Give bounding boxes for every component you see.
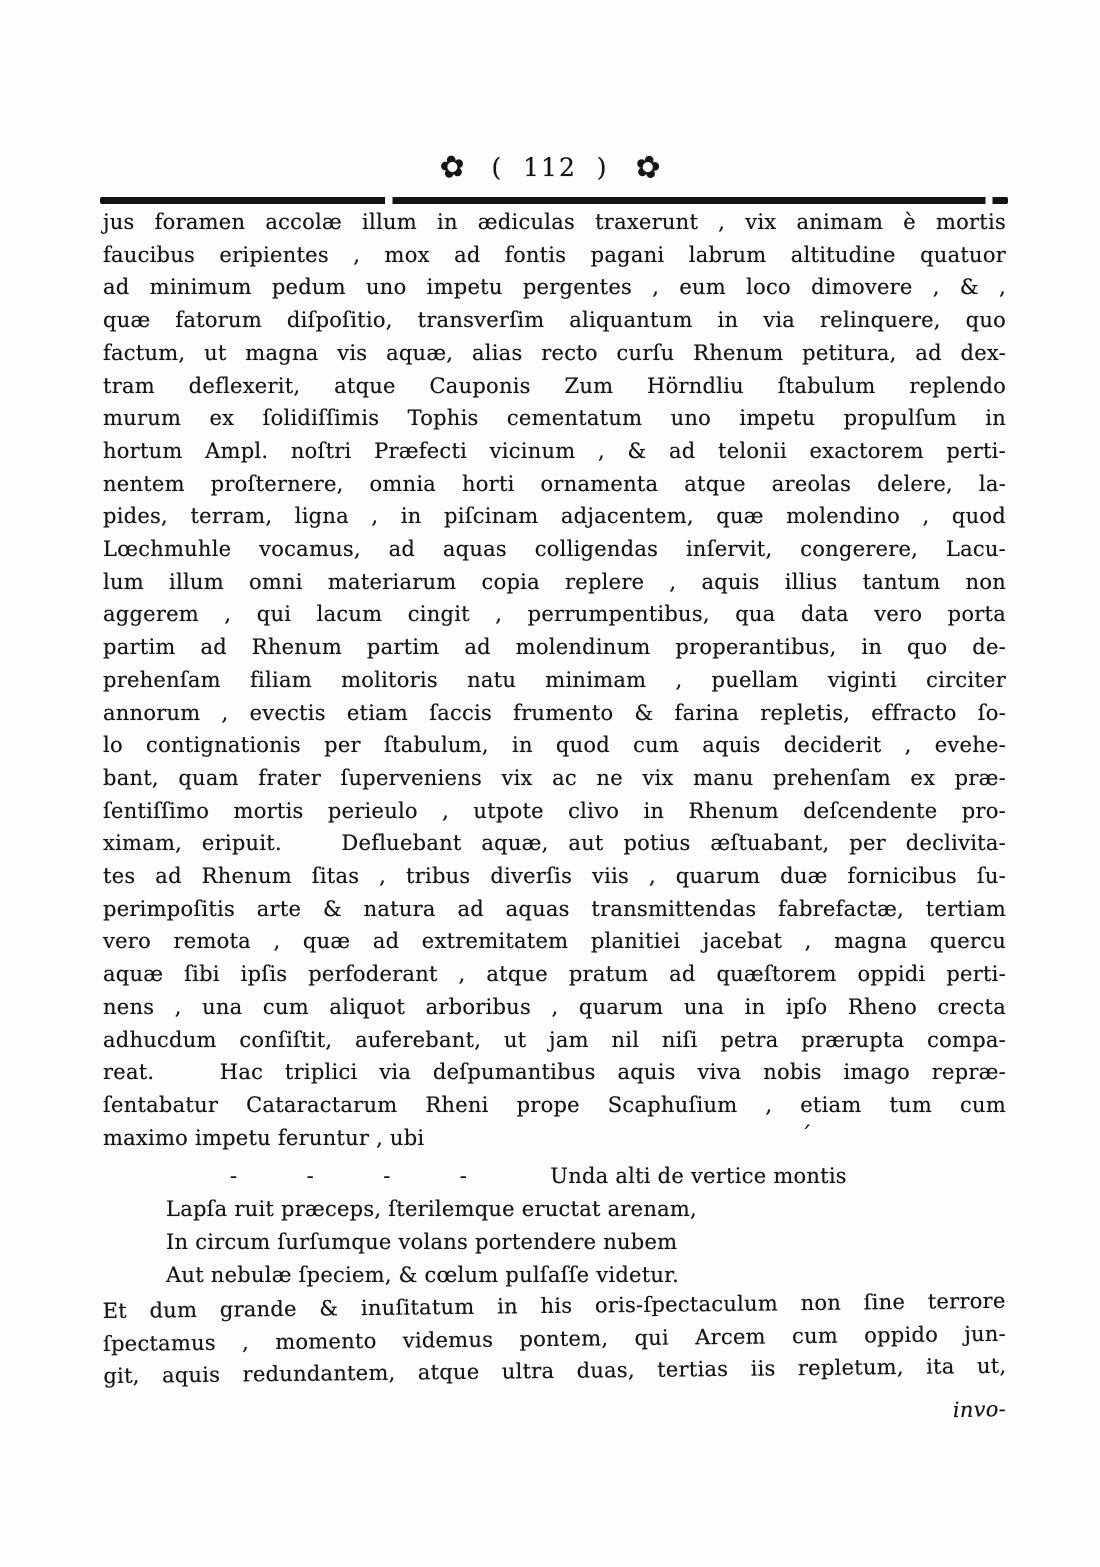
text-line: adhucdum conſiſtit, auferebant, ut jam nil niſi petra prærupta compa- — [103, 1027, 1006, 1052]
text-line: nentem proſternere, omnia horti ornamenta atque areolas delere, la- — [103, 471, 1006, 496]
text-line: jus foramen accolæ illum in ædiculas traxerunt , vix animam è mortis — [103, 210, 1006, 234]
catchword: invo- — [952, 1397, 1007, 1423]
text-line: murum ex ſolidiſſimis Tophis cementatum uno impetu propulſum in — [103, 406, 1006, 431]
text-line: ad minimum pedum uno impetu pergentes , eum loco dimovere , & , — [103, 275, 1006, 300]
text-line: aquæ ſibi ipſis perfoderant , atque pratum ad quæſtorem oppidi perti- — [103, 962, 1006, 987]
text-line: aggerem , qui lacum cingit , perrumpentibus, qua data vero porta — [103, 602, 1006, 627]
text-line: annorum , evectis etiam ſaccis frumento & farina repletis, effracto ſo- — [103, 700, 1006, 725]
header-rule-divider — [100, 197, 1008, 204]
main-paragraph — [103, 206, 1006, 1154]
text-line: lum illum omni materiarum copia replere , aquis illius tantum non — [103, 569, 1006, 594]
text-line: vero remota , quæ ad extremitatem planitiei jacebat , magna quercu — [103, 929, 1006, 954]
text-line: maximo impetu feruntur , ubi — [103, 1125, 425, 1150]
text-line: ſpectamus , momento videmus pontem, qui Arcem cum oppido jun- — [102, 1321, 1007, 1356]
text-line: pides, terram, ligna , in piſcinam adjacentem, quæ molendino , quod — [103, 504, 1006, 529]
verse-line: In circum ſurſumque volans portendere nubem — [166, 1229, 678, 1254]
text-line: Lœchmuhle vocamus, ad aquas colligendas inſervit, congerere, Lacu- — [103, 537, 1006, 562]
text-line: lo contignationis per ſtabulum, in quod cum aquis deciderit , evehe- — [103, 733, 1006, 758]
page-header — [0, 147, 1100, 187]
text-block — [103, 206, 1006, 1426]
text-line: prehenſam filiam molitoris natu minimam , puellam viginti circiter — [103, 667, 1006, 692]
text-line: partim ad Rhenum partim ad molendinum properantibus, in quo de- — [103, 635, 1006, 660]
closing-paragraph — [102, 1285, 1006, 1393]
verse-line: - - - - Unda alti de vertice montis — [230, 1164, 847, 1189]
text-line: Et dum grande & inuſitatum in his oris-ſpectaculum non ſine terrore — [102, 1288, 1006, 1324]
verse-line: Lapſa ruit præceps, ſterilemque eructat arenam, — [166, 1197, 697, 1222]
text-line: ſentiſſimo mortis perieulo , utpote clivo in Rhenum deſcendente pro- — [103, 798, 1006, 823]
text-line: ſentabatur Cataractarum Rheni prope Scaphuſium , etiam tum cum — [103, 1092, 1006, 1117]
text-line: tram deflexerit, atque Cauponis Zum Hörndliu ſtabulum replendo — [103, 373, 1006, 398]
text-line: factum, ut magna vis aquæ, alias recto curſu Rhenum petitura, ad dex- — [103, 340, 1006, 365]
text-line: bant, quam frater ſuperveniens vix ac ne vix manu prehenſam ex præ- — [103, 765, 1006, 790]
text-line: hortum Ampl. noſtri Præfecti vicinum , & ad telonii exactorem perti- — [103, 438, 1006, 463]
fleuron-ornament-icon: ✿ — [631, 147, 664, 187]
text-line: quæ fatorum diſpoſitio, transverſim aliquantum in via relinquere, quo — [103, 308, 1006, 333]
text-line: reat. Hac triplici via deſpumantibus aquis viva nobis imago repræ- — [103, 1060, 1006, 1085]
text-line: git, aquis redundantem, atque ultra duas, tertias iis repletum, ita ut, — [103, 1354, 1007, 1389]
verse-quotation — [103, 1160, 1006, 1291]
text-line: nens , una cum aliquot arboribus , quarum una in ipſo Rheno crecta — [103, 994, 1006, 1019]
text-line: ximam, eripuit. Defluebant aquæ, aut potius æſtuabant, per declivita- — [103, 831, 1006, 856]
fleuron-ornament-icon: ✿ — [437, 147, 469, 187]
text-line: faucibus eripientes , mox ad fontis pagani labrum altitudine quatuor — [103, 242, 1006, 267]
page-number: ( 112 ) — [491, 153, 609, 182]
text-line: tes ad Rhenum ſitas , tribus diverſis viis , quarum duæ fornicibus ſu- — [103, 864, 1006, 889]
verse-line: Aut nebulæ ſpeciem, & cœlum pulſaſſe videtur. — [166, 1262, 680, 1287]
text-line: perimpoſitis arte & natura ad aquas transmittendas fabrefactæ, tertiam — [103, 896, 1006, 921]
stray-ink-mark: ´ — [800, 1122, 812, 1150]
